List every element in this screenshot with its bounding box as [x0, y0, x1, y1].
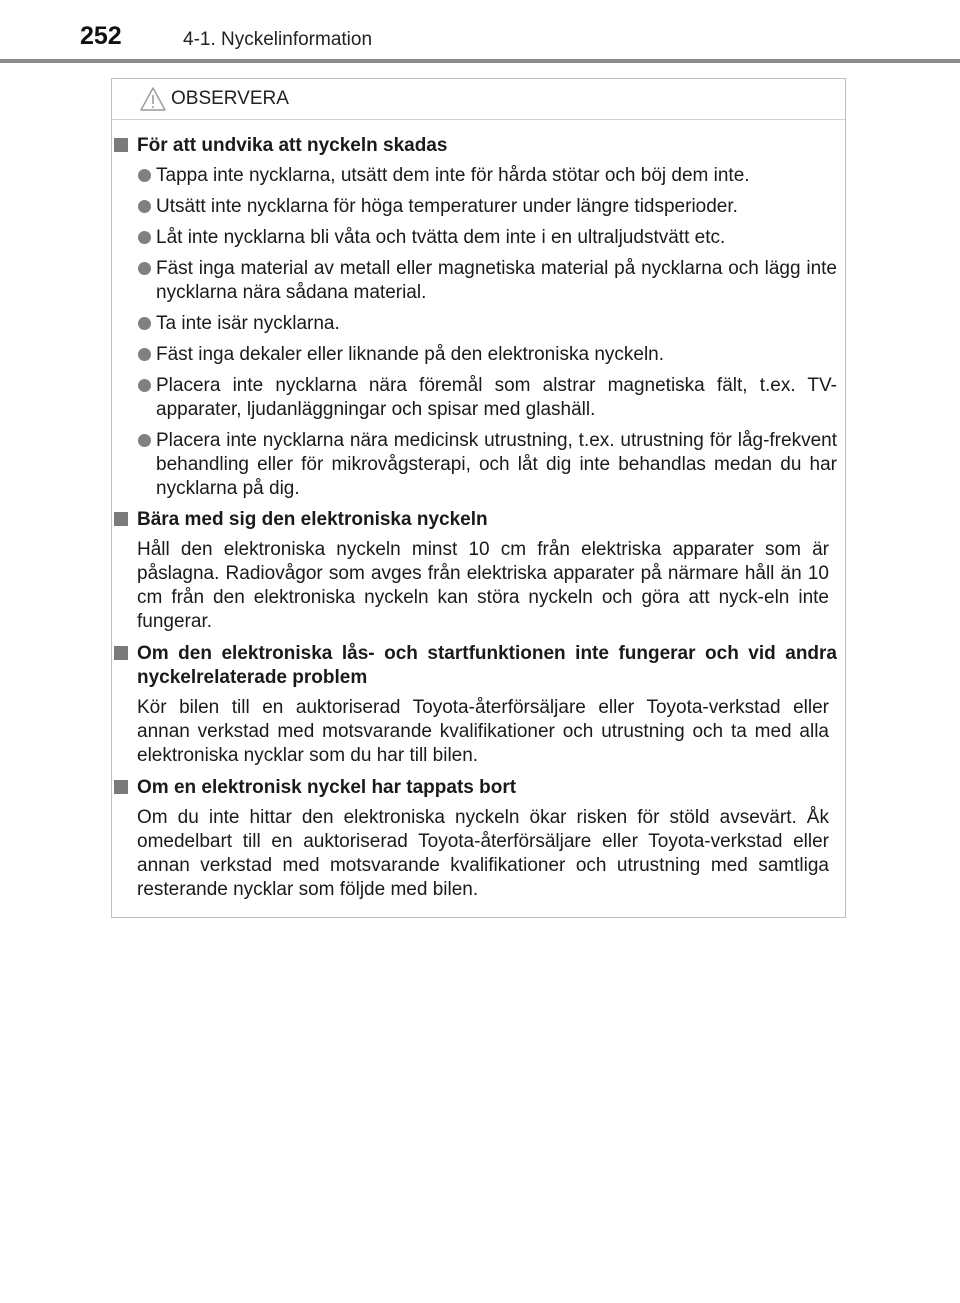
caution-header	[112, 79, 845, 120]
section-malfunction	[112, 642, 845, 768]
list-item: Utsätt inte nycklarna för höga temperaturer under längre tidsperioder.	[112, 195, 845, 219]
section-title: 4-1. Nyckelinformation	[183, 29, 373, 50]
header-rule	[0, 59, 960, 63]
round-bullet-icon	[138, 379, 151, 392]
section-heading: Om den elektroniska lås- och startfunktionen inte fungerar och vid andra nyckelrelaterade problem	[112, 642, 845, 690]
list-item: Ta inte isär nycklarna.	[112, 312, 845, 336]
list-item: Placera inte nycklarna nära medicinsk utrustning, t.ex. utrustning för låg-frekvent behandling eller för mikrovågsterapi, och låt dig inte behandlas medan du har nycklarna på dig.	[112, 429, 845, 501]
list-item: Placera inte nycklarna nära föremål som alstrar magnetiska fält, t.ex. TV-apparater, ljudanläggningar och spisar med glashäll.	[112, 374, 845, 422]
round-bullet-icon	[138, 434, 151, 447]
round-bullet-icon	[138, 262, 151, 275]
square-bullet-icon	[114, 512, 128, 526]
caution-content	[112, 134, 845, 910]
list-item: Tappa inte nycklarna, utsätt dem inte för hårda stötar och böj dem inte.	[112, 164, 845, 188]
round-bullet-icon	[138, 348, 151, 361]
section-heading: Om en elektronisk nyckel har tappats bort	[112, 776, 845, 800]
caution-title: OBSERVERA	[171, 88, 289, 109]
section-carry-key	[112, 508, 845, 634]
section-lost-key	[112, 776, 845, 902]
round-bullet-icon	[138, 169, 151, 182]
section-text: Kör bilen till en auktoriserad Toyota-återförsäljare eller Toyota-verkstad eller annan verkstad med motsvarande kvalifikationer och utrustning och ta med alla elektroniska nycklar som du har till bilen.	[137, 697, 829, 766]
round-bullet-icon	[138, 200, 151, 213]
page-header	[0, 0, 960, 64]
caution-box	[111, 78, 846, 918]
round-bullet-icon	[138, 231, 151, 244]
square-bullet-icon	[114, 646, 128, 660]
round-bullet-icon	[138, 317, 151, 330]
section-text: Om du inte hittar den elektroniska nyckeln ökar risken för stöld avsevärt. Åk omedelbart till en auktoriserad Toyota-återförsäljare eller Toyota-verkstad eller annan verkstad med motsvarande kvalifikationer och utrustning med samtliga resterande nycklar som följde med bilen.	[137, 807, 829, 900]
warning-triangle-icon	[139, 86, 167, 112]
square-bullet-icon	[114, 138, 128, 152]
square-bullet-icon	[114, 780, 128, 794]
section-heading: För att undvika att nyckeln skadas	[112, 134, 845, 158]
list-item: Fäst inga dekaler eller liknande på den elektroniska nyckeln.	[112, 343, 845, 367]
section-key-damage	[112, 134, 845, 501]
section-heading: Bära med sig den elektroniska nyckeln	[112, 508, 845, 532]
list-item: Fäst inga material av metall eller magnetiska material på nycklarna och lägg inte nycklarna nära sådana material.	[112, 257, 845, 305]
list-item: Låt inte nycklarna bli våta och tvätta dem inte i en ultraljudstvätt etc.	[112, 226, 845, 250]
page-number: 252	[80, 22, 122, 50]
section-text: Håll den elektroniska nyckeln minst 10 cm från elektriska apparater som är påslagna. Radiovågor som avges från elektriska apparater på närmare håll än 10 cm från den elektroniska nyckeln kan störa nyckeln och göra att nyck-eln inte fungerar.	[137, 539, 829, 632]
